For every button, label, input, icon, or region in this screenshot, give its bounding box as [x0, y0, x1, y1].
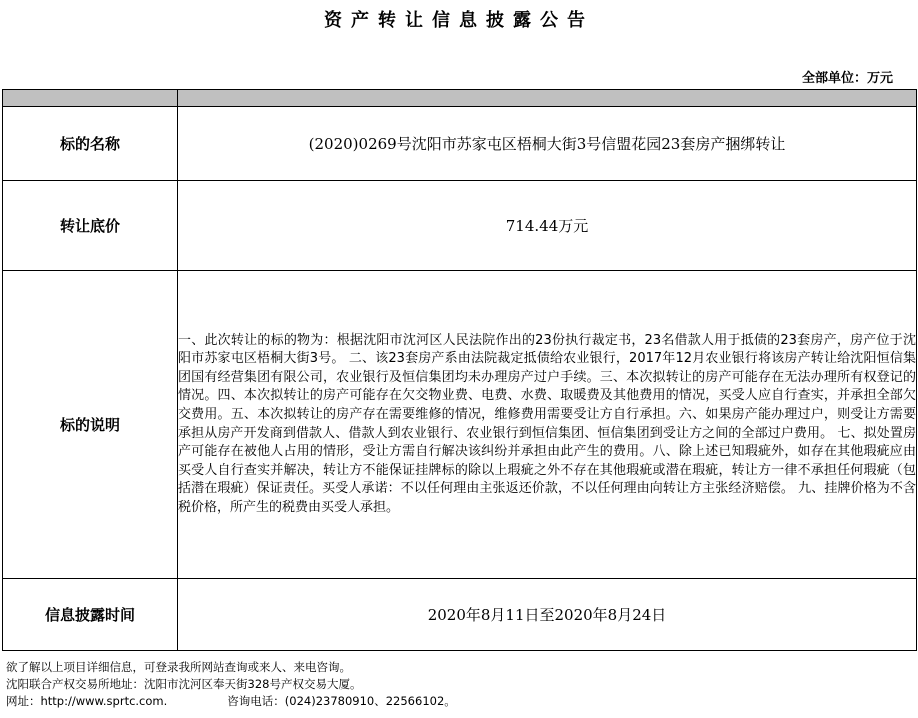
table-row: [3, 271, 917, 579]
row-label: 标的说明: [3, 271, 178, 579]
table-header-row: [3, 90, 917, 107]
page-title: 资产转让信息披露公告: [324, 10, 594, 31]
footer-address: 沈阳联合产权交易所地址：沈阳市沈河区奉天街328号产权交易大厦。: [6, 677, 362, 691]
footer-website: 网址：http://www.sprtc.com.: [6, 694, 168, 708]
asset-description-value: 一、此次转让的标的物为：根据沈阳市沈河区人民法院作出的23份执行裁定书，23名借款人用于抵债的23套房产，房产位于沈阳市苏家屯区梧桐大街3号。 二、该23套房产系由法院裁定抵债给农业银行，2017年12月农业银行将该房产转让给沈阳恒信集团国有经营集团有限公司，农业银行及恒信集团均未办理房产过户手续。三、本次拟转让的房产可能存在无法办理所有权登记的情况。四、本次拟转让的房产可能存在欠交物业费、电费、水费、取暖费及其他费用的情况，买受人应自行查实，并承担全部欠交费用。五、本次拟转让的房产存在需要维修的情况，维修费用需要受让方自行承担。六、如果房产能办理过户，则受让方需要承担从房产开发商到借款人、借款人到农业银行、农业银行到恒信集团、恒信集团到受让方之间的全部过户费用。 七、拟处置房产可能存在被他人占用的情形，受让方需自行解决该纠纷并承担由此产生的费用。八、除上述已知瑕疵外，如存在其他瑕疵应由买受人自行查实并解决，转让方不能保证挂牌标的除以上瑕疵之外不存在其他瑕疵或潜在瑕疵，转让方一律不承担任何瑕疵（包括潜在瑕疵）保证责任。买受人承诺：不以任何理由主张返还价款，不以任何理由向转让方主张经济赔偿。 九、挂牌价格为不含税价格，所产生的税费由买受人承担。: [178, 271, 917, 579]
header-cell-left: [3, 90, 178, 107]
table-row: [3, 107, 917, 181]
table-row: [3, 579, 917, 651]
unit-label: 全部单位：万元: [801, 71, 893, 86]
info-table: [2, 89, 917, 651]
header-cell-right: [178, 90, 917, 107]
reserve-price-value: 714.44万元: [178, 181, 917, 271]
footer-contact-note: 欲了解以上项目详细信息，可登录我所网站查询或来人、来电咨询。: [6, 660, 351, 674]
footer: [6, 659, 456, 710]
row-label: 信息披露时间: [3, 579, 178, 651]
footer-contact-line: [6, 693, 456, 710]
asset-name-value: (2020)0269号沈阳市苏家屯区梧桐大街3号信盟花园23套房产捆绑转让: [178, 107, 917, 181]
table-row: [3, 181, 917, 271]
footer-phone: 咨询电话：(024)23780910、22566102。: [227, 694, 456, 708]
row-label: 标的名称: [3, 107, 178, 181]
row-label: 转让底价: [3, 181, 178, 271]
disclosure-period-value: 2020年8月11日至2020年8月24日: [178, 579, 917, 651]
